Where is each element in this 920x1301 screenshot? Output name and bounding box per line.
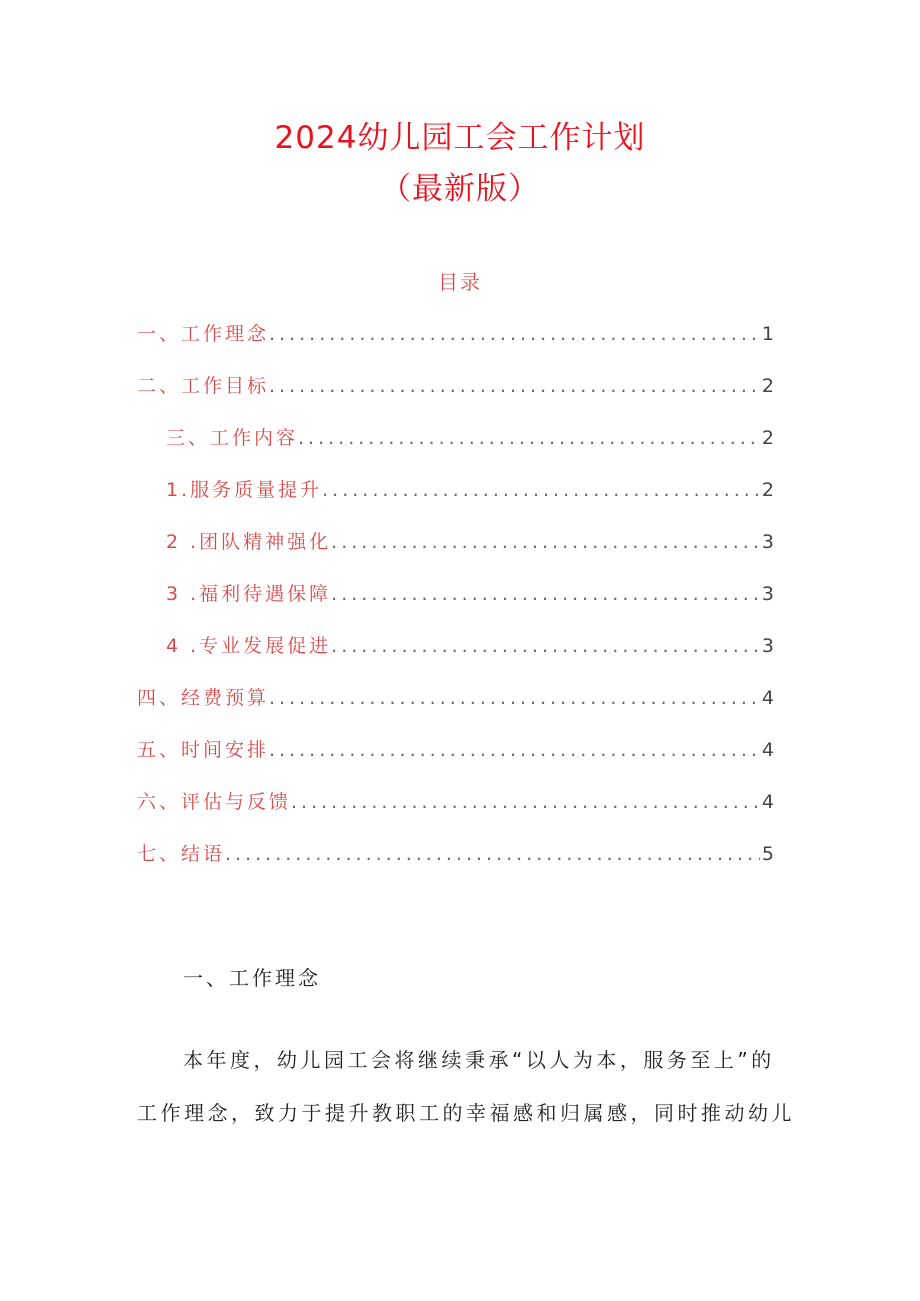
toc-entry[interactable] [166,574,774,614]
toc-entry-page: 3 [761,635,774,657]
toc-entry-page: 4 [761,791,774,813]
toc-entry-label: 五、时间安排 [137,739,270,761]
section-heading: 一、工作理念 [183,966,321,990]
toc-leader-dots [269,678,760,718]
toc-entry-page: 3 [761,583,774,605]
toc-leader-dots [331,522,760,562]
toc-entry[interactable] [137,366,774,406]
toc-entry-label: 1.服务质量提升 [166,479,323,501]
paragraph-line: 本年度，幼儿园工会将继续秉承“以人为本，服务至上”的 [183,1048,775,1072]
toc-entry[interactable] [166,522,774,562]
toc-entry-page: 4 [761,687,774,709]
toc-entry[interactable] [137,314,774,354]
toc-entry-label: 2 .团队精神强化 [166,531,332,553]
toc-leader-dots [269,314,760,354]
toc-entry-label: 六、评估与反馈 [137,791,292,813]
toc-entry-page: 2 [761,427,774,449]
toc-entry-label: 七、结语 [137,843,226,865]
toc-leader-dots [269,730,760,770]
toc-entry-label: 二、工作目标 [137,375,270,397]
toc-leader-dots [322,470,760,510]
toc-entry[interactable] [137,730,774,770]
body-paragraph [137,1034,797,1140]
toc-entry-label: 一、工作理念 [137,323,270,345]
toc-entry[interactable] [137,678,774,718]
toc-entry[interactable] [166,626,774,666]
toc-entry-page: 5 [761,843,774,865]
toc-entry-page: 2 [761,479,774,501]
toc-entry-label: 3 .福利待遇保障 [166,583,332,605]
toc-entry-page: 2 [761,375,774,397]
document-title: 2024幼儿园工会工作计划 [274,120,646,156]
toc-entry-page: 3 [761,531,774,553]
paragraph-line: 工作理念，致力于提升教职工的幸福感和归属感，同时推动幼儿 [137,1101,795,1125]
toc-entry[interactable] [137,834,774,874]
toc-leader-dots [331,626,760,666]
toc-entry-label: 4 .专业发展促进 [166,635,332,657]
document-subtitle: （最新版） [380,171,540,207]
toc-leader-dots [298,418,760,458]
toc-leader-dots [331,574,760,614]
toc-leader-dots [269,366,760,406]
toc-entry[interactable] [166,470,774,510]
toc-entry-page: 4 [761,739,774,761]
toc-heading: 目录 [438,270,482,294]
toc-entry[interactable] [166,418,774,458]
toc-entry-label: 三、工作内容 [166,427,299,449]
toc-leader-dots [291,782,760,822]
toc-entry-page: 1 [761,323,774,345]
toc-entry-label: 四、经费预算 [137,687,270,709]
toc-leader-dots [225,834,760,874]
toc-entry[interactable] [137,782,774,822]
